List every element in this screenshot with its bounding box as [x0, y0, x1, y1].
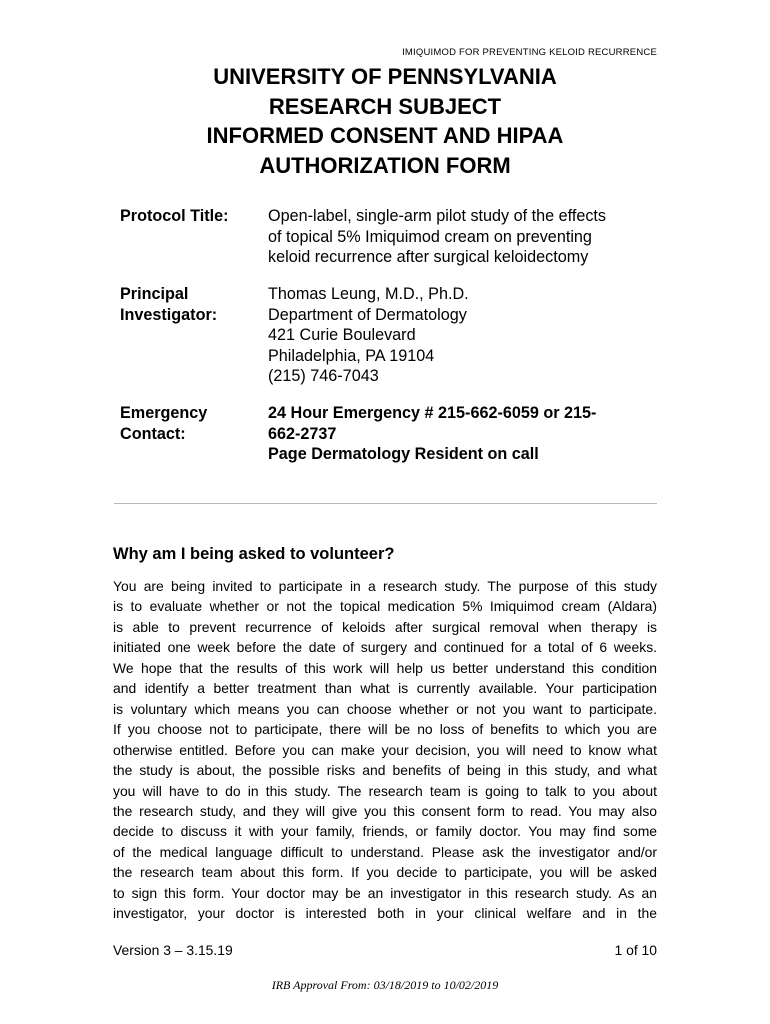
- version-label: Version 3 – 3.15.19: [113, 942, 233, 958]
- title-line: UNIVERSITY OF PENNSYLVANIA: [213, 64, 557, 89]
- protocol-title-line: of topical 5% Imiquimod cream on preventing: [268, 227, 592, 246]
- section-divider: [114, 503, 657, 504]
- irb-approval-note: IRB Approval From: 03/18/2019 to 10/02/2019: [271, 978, 499, 992]
- label-line: Contact:: [120, 424, 186, 443]
- document-title: [113, 62, 657, 180]
- emergency-phone-line: 662-2737: [268, 424, 337, 443]
- title-line: RESEARCH SUBJECT: [268, 93, 502, 119]
- investigator-street: 421 Curie Boulevard: [268, 326, 416, 344]
- label-line: Emergency: [120, 404, 208, 422]
- investigator-city: Philadelphia, PA 19104: [268, 346, 435, 365]
- title-line: AUTHORIZATION FORM: [259, 152, 511, 178]
- body-line: We hope that the results of this work will help us better understand this condition: [113, 659, 657, 676]
- section-body: [113, 576, 657, 924]
- title-line: INFORMED CONSENT AND HIPAA: [206, 123, 564, 148]
- body-line: the research team about this form. If you decide to participate, you will be asked: [113, 864, 657, 881]
- protocol-title-value: [268, 206, 660, 268]
- body-line: decide to discuss it with your family, friends, or family doctor. You may find some: [113, 823, 657, 840]
- running-header: IMIQUIMOD FOR PREVENTING KELOID RECURRENCE: [402, 47, 657, 58]
- emergency-phone-line: 24 Hour Emergency # 215-662-6059 or 215-: [268, 404, 597, 422]
- protocol-title-line: Open-label, single-arm pilot study of the effects: [268, 207, 607, 225]
- body-line: of the medical language difficult to understand. Please ask the investigator and/or: [113, 843, 657, 860]
- emergency-contact-value: [268, 403, 660, 465]
- protocol-title-label: Protocol Title:: [120, 207, 229, 225]
- body-line: initiated one week before the date of surgery and continued for a total of 6 weeks.: [113, 639, 657, 656]
- label-line: Principal: [120, 285, 189, 303]
- body-line: otherwise entitled. Before you can make your decision, you will need to know what: [113, 741, 657, 758]
- body-line: investigator, your doctor is interested both in your clinical welfare and in the: [113, 905, 657, 922]
- body-line: is voluntary which means you can choose whether or not you want to participate.: [113, 700, 657, 717]
- body-line: the study is about, the possible risks and benefits of being in this study, and what: [113, 762, 657, 779]
- investigator-name: Thomas Leung, M.D., Ph.D.: [268, 285, 469, 303]
- investigator-phone: (215) 746-7043: [268, 367, 379, 385]
- investigator-department: Department of Dermatology: [268, 305, 467, 324]
- body-line: you will have to do in this study. The research team is going to talk to you about: [113, 782, 657, 799]
- emergency-page-line: Page Dermatology Resident on call: [268, 445, 539, 463]
- body-line: You are being invited to participate in a research study. The purpose of this study: [113, 578, 657, 594]
- body-line: to sign this form. Your doctor may be an investigator in this research study. As an: [113, 884, 657, 901]
- body-line: the research study, and they will give you this consent form to read. You may also: [113, 802, 657, 819]
- body-line: is able to prevent recurrence of keloids after surgical removal when therapy is: [113, 618, 657, 635]
- protocol-title-line: keloid recurrence after surgical keloidectomy: [268, 248, 589, 266]
- section-heading: Why am I being asked to volunteer?: [113, 545, 395, 563]
- body-line: is to evaluate whether or not the topical medication 5% Imiquimod cream (Aldara): [113, 598, 657, 615]
- emergency-contact-label: [120, 403, 260, 444]
- body-line: and identify a better treatment than what is currently available. Your participation: [113, 680, 657, 697]
- label-line: Investigator:: [120, 305, 218, 324]
- body-line: If you choose not to participate, there will be no loss of benefits to which you are: [113, 721, 657, 738]
- page-number: 1 of 10: [614, 942, 657, 958]
- principal-investigator-value: [268, 284, 660, 387]
- principal-investigator-label: [120, 284, 260, 325]
